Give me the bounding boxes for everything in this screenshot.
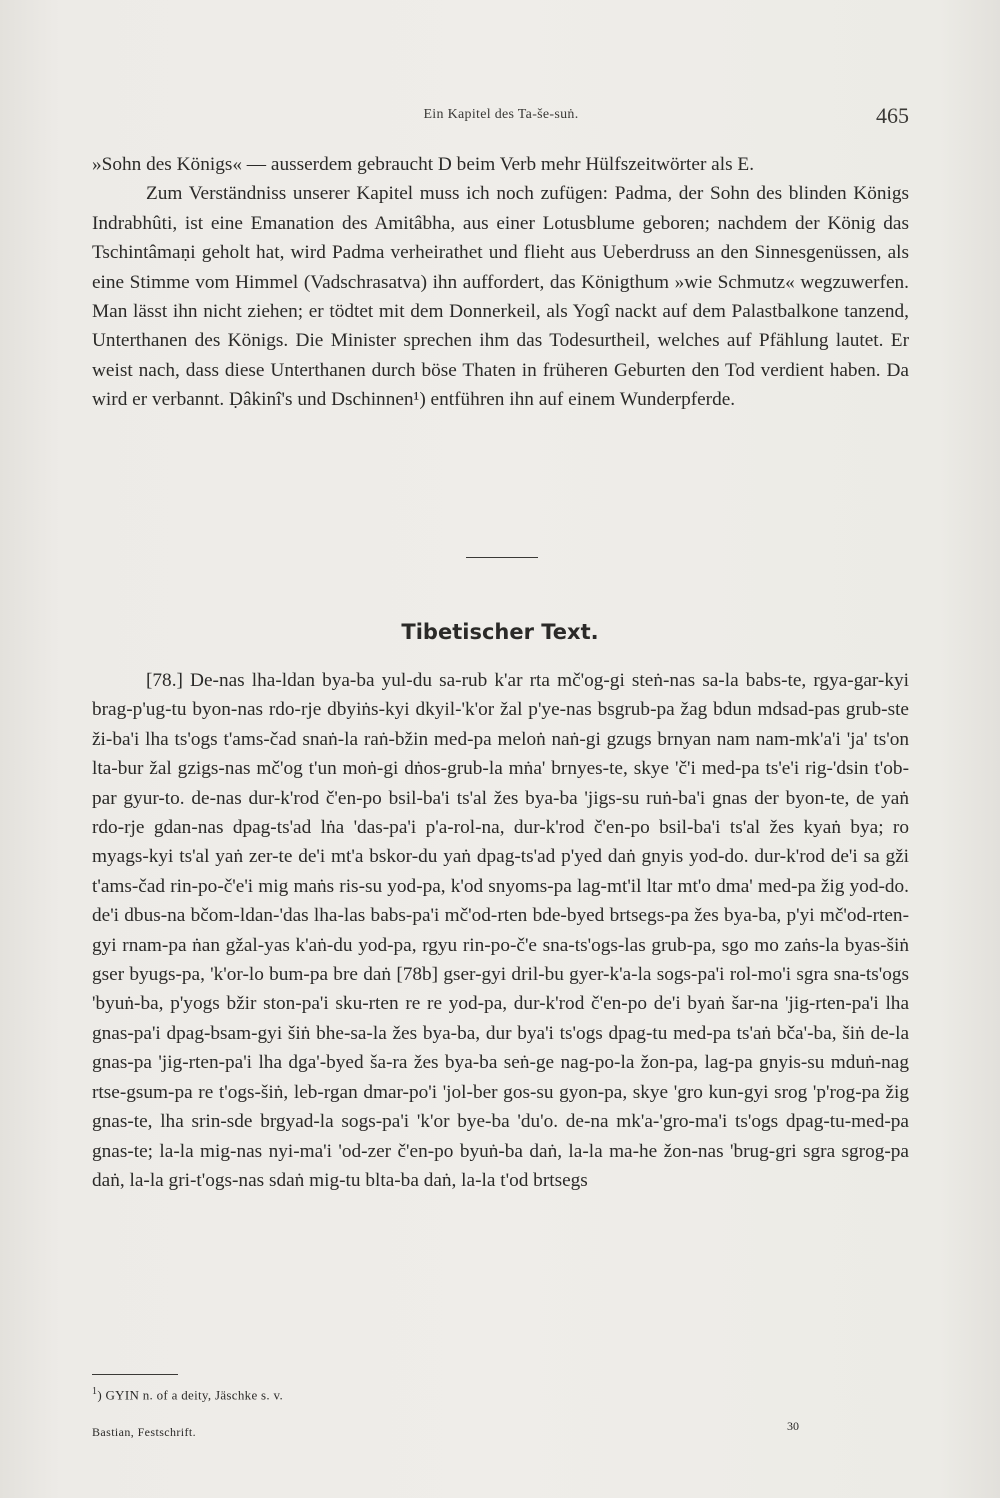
tibetan-text [92, 666, 909, 1195]
running-head [93, 103, 909, 133]
section-heading: Tibetischer Text. [401, 620, 599, 644]
paragraph-2: Zum Verständniss unserer Kapitel muss ich noch zufügen: Padma, der Sohn des blinden Königs Indrabhûti, ist eine Emanation des Amitâbha, aus einer Lotusblume geboren; nachdem der König das Tschintâmaṇi geholt hat, wird Padma verheirathet und flieht aus Ueberdruss an den Sinnesgenüssen, als eine Stimme vom Himmel (Vadschrasatva) ihn auffordert, das Königthum »wie Schmutz« wegzuwerfen. Man lässt ihn nicht ziehen; er tödtet mit dem Donnerkeil, als Yogî nackt auf dem Palastbalkone tanzend, Unterthanen des Königs. Die Minister sprechen ihm das Todesurtheil, welches auf Pfählung lautet. Er weist nach, dass diese Unterthanen durch böse Thaten in früheren Geburten den Tod verdient haben. Da wird er verbannt. Ḍâkinî's und Dschinnen¹) entführen ihn auf einem Wunderpferde. [92, 183, 909, 411]
signature-number: 30 [787, 1419, 799, 1433]
footnote-text: ) GYIN n. of a deity, Jäschke s. v. [97, 1387, 284, 1403]
signature-title: Bastian, Festschrift. [92, 1425, 197, 1439]
section-divider [466, 557, 538, 558]
signature-line [92, 1419, 909, 1439]
footnote-marker: 1 [92, 1386, 98, 1397]
paragraph-1: »Sohn des Königs« — ausserdem gebraucht D beim Verb mehr Hülfszeitwörter als E. [92, 154, 755, 175]
footnote-divider [92, 1374, 178, 1375]
page-number: 465 [876, 103, 909, 128]
body-text [92, 150, 909, 415]
running-title: Ein Kapitel des Ta-še-suṅ. [423, 107, 579, 122]
footnote [92, 1386, 792, 1403]
tibetan-paragraph: [78.] De-nas lha-ldan bya-ba yul-du sa-rub k'ar rta mč'og-gi steṅ-nas sa-la babs-te, rgya-gar-kyi brag-p'ug-tu byon-nas rdo-rje dbyiṅs-kyi dkyil-'k'or žal p'ye-nas bsgrub-pa žag bdun mdsad-pas grub-ste ži-ba'i lha ts'ogs t'ams-čad snaṅ-la raṅ-bžin med-pa meloṅ naṅ-gi gzugs brnyan nam nam-mk'a'i 'ja' ts'on lta-bur žal gzigs-nas mč'og t'un moṅ-gi dṅos-grub-la mṅa' brnyes-te, skye 'č'i med-pa ts'e'i rig-'dsin t'ob-par gyur-to. de-nas dur-k'rod č'en-po bsil-ba'i ts'al žes bya-ba 'jigs-su ruṅ-ba'i gnas der byon-te, de yaṅ rdo-rje gdan-nas dpag-ts'ad lṅa 'das-pa'i p'a-rol-na, dur-k'rod č'en-po bsil-ba'i ts'al žes kyaṅ bya; ro myags-kyi ts'al yaṅ zer-te de'i mt'a bskor-du yaṅ dpag-ts'ad p'yed daṅ gnyis yod-do. dur-k'rod de'i sa gži t'ams-čad rin-po-č'e'i mig maṅs ris-su yod-pa, k'od snyoms-pa lag-mt'il ltar mt'o dma' med-pa žig yod-do. de'i dbus-na bčom-ldan-'das lha-las babs-pa'i mč'od-rten bde-byed brtsegs-pa žes bya-ba, p'yi mč'od-rten-gyi rnam-pa ṅan gžal-yas k'aṅ-du yod-pa, rgyu rin-po-č'e sna-ts'ogs-las grub-pa, sgo mo zaṅs-la byas-šiṅ gser byugs-pa, 'k'or-lo bum-pa bre daṅ [78b] gser-gyi dril-bu gyer-k'a-la sogs-pa'i rol-mo'i sgra sna-ts'ogs 'byuṅ-ba, p'yogs bžir ston-pa'i sku-rten re re yod-pa, dur-k'rod č'en-po de'i byaṅ šar-na 'jig-rten-pa'i lha gnas-pa'i dpag-bsam-gyi šiṅ bhe-sa-la žes bya-ba, dur bya'i ts'ogs dpag-tu med-pa ts'aṅ bča'-ba, šiṅ de-la gnas-pa 'jig-rten-pa'i lha dga'-byed ša-ra žes bya-ba seṅ-ge nag-po-la žon-pa, lag-pa gnyis-su mduṅ-nag rtse-gsum-pa re t'ogs-šiṅ, leb-rgan dmar-po'i 'jol-ber gos-su gyon-pa, skye 'gro kun-gyi srog 'p'rog-pa žig gnas-te, lha srin-sde brgyad-la sogs-pa'i 'k'or bye-ba 'du'o. de-na mk'a-'gro-ma'i ts'ogs dpag-tu-med-pa gnas-te; la-la mig-nas nyi-ma'i 'od-zer č'en-po byuṅ-ba daṅ, la-la ma-he žon-nas 'brug-gri sgra sgrog-pa daṅ, la-la gri-t'ogs-nas sdaṅ mig-tu blta-ba daṅ, la-la t'od brtsegs [92, 670, 909, 1191]
